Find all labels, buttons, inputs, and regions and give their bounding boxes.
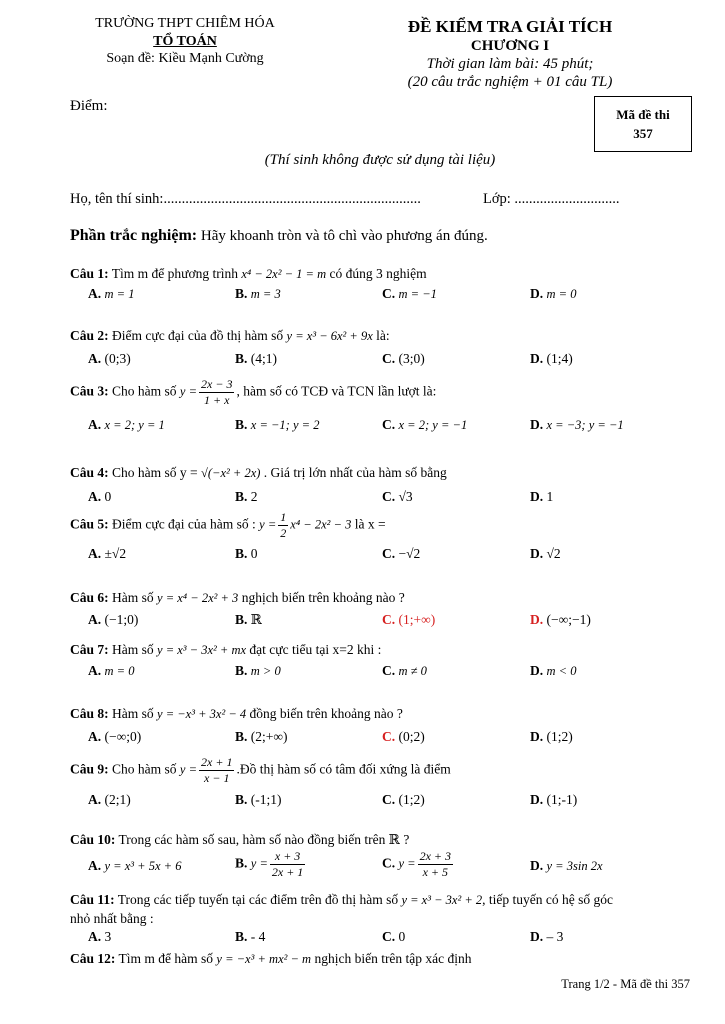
exam-code-value: 357 — [633, 126, 653, 141]
q7-option-d[interactable]: D. m < 0 — [530, 663, 577, 678]
q6-option-b[interactable]: B. ℝ — [235, 612, 262, 627]
q1-option-c[interactable]: C. m = −1 — [382, 286, 437, 301]
author: Soạn đề: Kiều Mạnh Cường — [106, 51, 264, 66]
q1-option-d[interactable]: D. m = 0 — [530, 286, 577, 301]
score-label: Điểm: — [70, 98, 108, 114]
q4-option-c[interactable]: C. √3 — [382, 489, 413, 504]
q11-option-c[interactable]: C. 0 — [382, 929, 406, 944]
question-4: Câu 4: Cho hàm số y = √(−x² + 2x) . Giá trị lớn nhất của hàm số bằng — [70, 465, 447, 480]
q8-option-d[interactable]: D. (1;2) — [530, 729, 573, 744]
q11-option-d[interactable]: D. – 3 — [530, 929, 564, 944]
q3-option-a[interactable]: A. x = 2; y = 1 — [88, 417, 165, 432]
q10-option-c[interactable]: C. y = $\frac{2x + 3}{x + 5}$ — [382, 849, 452, 879]
q3-fraction: $\frac{2x - 3}{1 + x}$ — [201, 377, 233, 407]
question-12: Câu 12: Tìm m để hàm số y = −x³ + mx² − m nghịch biến trên tập xác định — [70, 951, 472, 966]
q6-option-d[interactable]: D. (−∞;−1) — [530, 612, 591, 627]
q5-option-d[interactable]: D. √2 — [530, 546, 561, 561]
question-9: Câu 9: Cho hàm số y = $\frac{2x + 1}{x - 1}$ .Đồ thị hàm số có tâm đối xứng là điểm — [70, 755, 451, 785]
exam-code-label: Mã đề thi — [616, 107, 670, 122]
question-8: Câu 8: Hàm số y = −x³ + 3x² − 4 đồng biến trên khoảng nào ? — [70, 706, 403, 721]
q8-option-a[interactable]: A. (−∞;0) — [88, 729, 142, 744]
q8-option-b[interactable]: B. (2;+∞) — [235, 729, 288, 744]
q6-option-a[interactable]: A. (−1;0) — [88, 612, 139, 627]
q4-option-b[interactable]: B. 2 — [235, 489, 258, 504]
q5-option-b[interactable]: B. 0 — [235, 546, 258, 561]
school-name: TRƯỜNG THPT CHIÊM HÓA — [95, 16, 275, 31]
question-6: Câu 6: Hàm số y = x⁴ − 2x² + 3 nghịch biến trên khoảng nào ? — [70, 590, 405, 605]
question-3: Câu 3: Cho hàm số y = $\frac{2x - 3}{1 + x}$ , hàm số có TCĐ và TCN lần lượt là: — [70, 377, 437, 407]
exam-duration: Thời gian làm bài: 45 phút; — [426, 56, 594, 72]
q1-option-a[interactable]: A. m = 1 — [88, 286, 135, 301]
q8-option-c[interactable]: C. (0;2) — [382, 729, 425, 744]
question-11-line2: nhỏ nhất bằng : — [70, 911, 154, 926]
student-name-line: Họ, tên thí sinh:....................................................................... — [70, 191, 421, 207]
q5-option-c[interactable]: C. −√2 — [382, 546, 421, 561]
q11-option-a[interactable]: A. 3 — [88, 929, 112, 944]
q5-option-a[interactable]: A. ±√2 — [88, 546, 127, 561]
class-line: Lớp: ............................. — [483, 191, 620, 207]
q9-fraction: $\frac{2x + 1}{x - 1}$ — [201, 755, 233, 785]
q9-option-c[interactable]: C. (1;2) — [382, 792, 425, 807]
section-heading: Phần trắc nghiệm: Hãy khoanh tròn và tô chì vào phương án đúng. — [70, 227, 488, 244]
exam-note: (Thí sinh không được sử dụng tài liệu) — [264, 152, 496, 168]
q9-option-a[interactable]: A. (2;1) — [88, 792, 131, 807]
q10-c-fraction: $\frac{2x + 3}{x + 5}$ — [419, 849, 452, 879]
q7-option-b[interactable]: B. m > 0 — [235, 663, 281, 678]
q11-option-b[interactable]: B. - 4 — [235, 929, 266, 944]
exam-chapter: CHƯƠNG I — [470, 38, 550, 54]
question-5: Câu 5: Điểm cực đại của hàm số : y = $\frac{1}{2}$ x⁴ − 2x² − 3 là x = — [70, 510, 386, 540]
q3-option-b[interactable]: B. x = −1; y = 2 — [235, 417, 320, 432]
question-11: Câu 11: Trong các tiếp tuyến tại các điểm trên đồ thị hàm số y = x³ − 3x² + 2, tiếp tuyến có hệ số góc — [70, 892, 613, 907]
q9-option-d[interactable]: D. (1;-1) — [530, 792, 578, 807]
q10-option-a[interactable]: A. y = x³ + 5x + 6 — [88, 858, 182, 873]
question-1: Câu 1: Tìm m để phương trình x⁴ − 2x² − 1 = m có đúng 3 nghiệm — [70, 266, 427, 281]
q4-option-d[interactable]: D. 1 — [530, 489, 554, 504]
q2-option-d[interactable]: D. (1;4) — [530, 351, 573, 366]
exam-title: ĐỀ KIỂM TRA GIẢI TÍCH — [407, 17, 613, 36]
q3-option-d[interactable]: D. x = −3; y = −1 — [530, 417, 624, 432]
q10-option-b[interactable]: B. y = $\frac{x + 3}{2x + 1}$ — [235, 849, 304, 879]
q7-option-a[interactable]: A. m = 0 — [88, 663, 135, 678]
exam-structure: (20 câu trắc nghiệm + 01 câu TL) — [407, 74, 613, 90]
page-footer: Trang 1/2 - Mã đề thi 357 — [561, 977, 690, 991]
q4-option-a[interactable]: A. 0 — [88, 489, 112, 504]
question-10: Câu 10: Trong các hàm số sau, hàm số nào đồng biến trên ℝ ? — [70, 832, 410, 847]
exam-code-box — [594, 96, 692, 152]
q10-option-d[interactable]: D. y = 3sin 2x — [530, 858, 603, 873]
q2-option-b[interactable]: B. (4;1) — [235, 351, 278, 366]
q6-option-c[interactable]: C. (1;+∞) — [382, 612, 436, 627]
q2-option-c[interactable]: C. (3;0) — [382, 351, 425, 366]
q5-fraction: $\frac{1}{2}$ — [280, 510, 287, 540]
q2-option-a[interactable]: A. (0;3) — [88, 351, 131, 366]
q10-b-fraction: $\frac{x + 3}{2x + 1}$ — [271, 849, 304, 879]
question-2: Câu 2: Điểm cực đại của đồ thị hàm số y = x³ − 6x² + 9x là: — [70, 328, 390, 343]
q9-option-b[interactable]: B. (-1;1) — [235, 792, 282, 807]
department-name: TỔ TOÁN — [153, 34, 217, 49]
q7-option-c[interactable]: C. m ≠ 0 — [382, 663, 427, 678]
question-7: Câu 7: Hàm số y = x³ − 3x² + mx đạt cực tiểu tại x=2 khi : — [70, 642, 382, 657]
q3-option-c[interactable]: C. x = 2; y = −1 — [382, 417, 468, 432]
q1-option-b[interactable]: B. m = 3 — [235, 286, 281, 301]
